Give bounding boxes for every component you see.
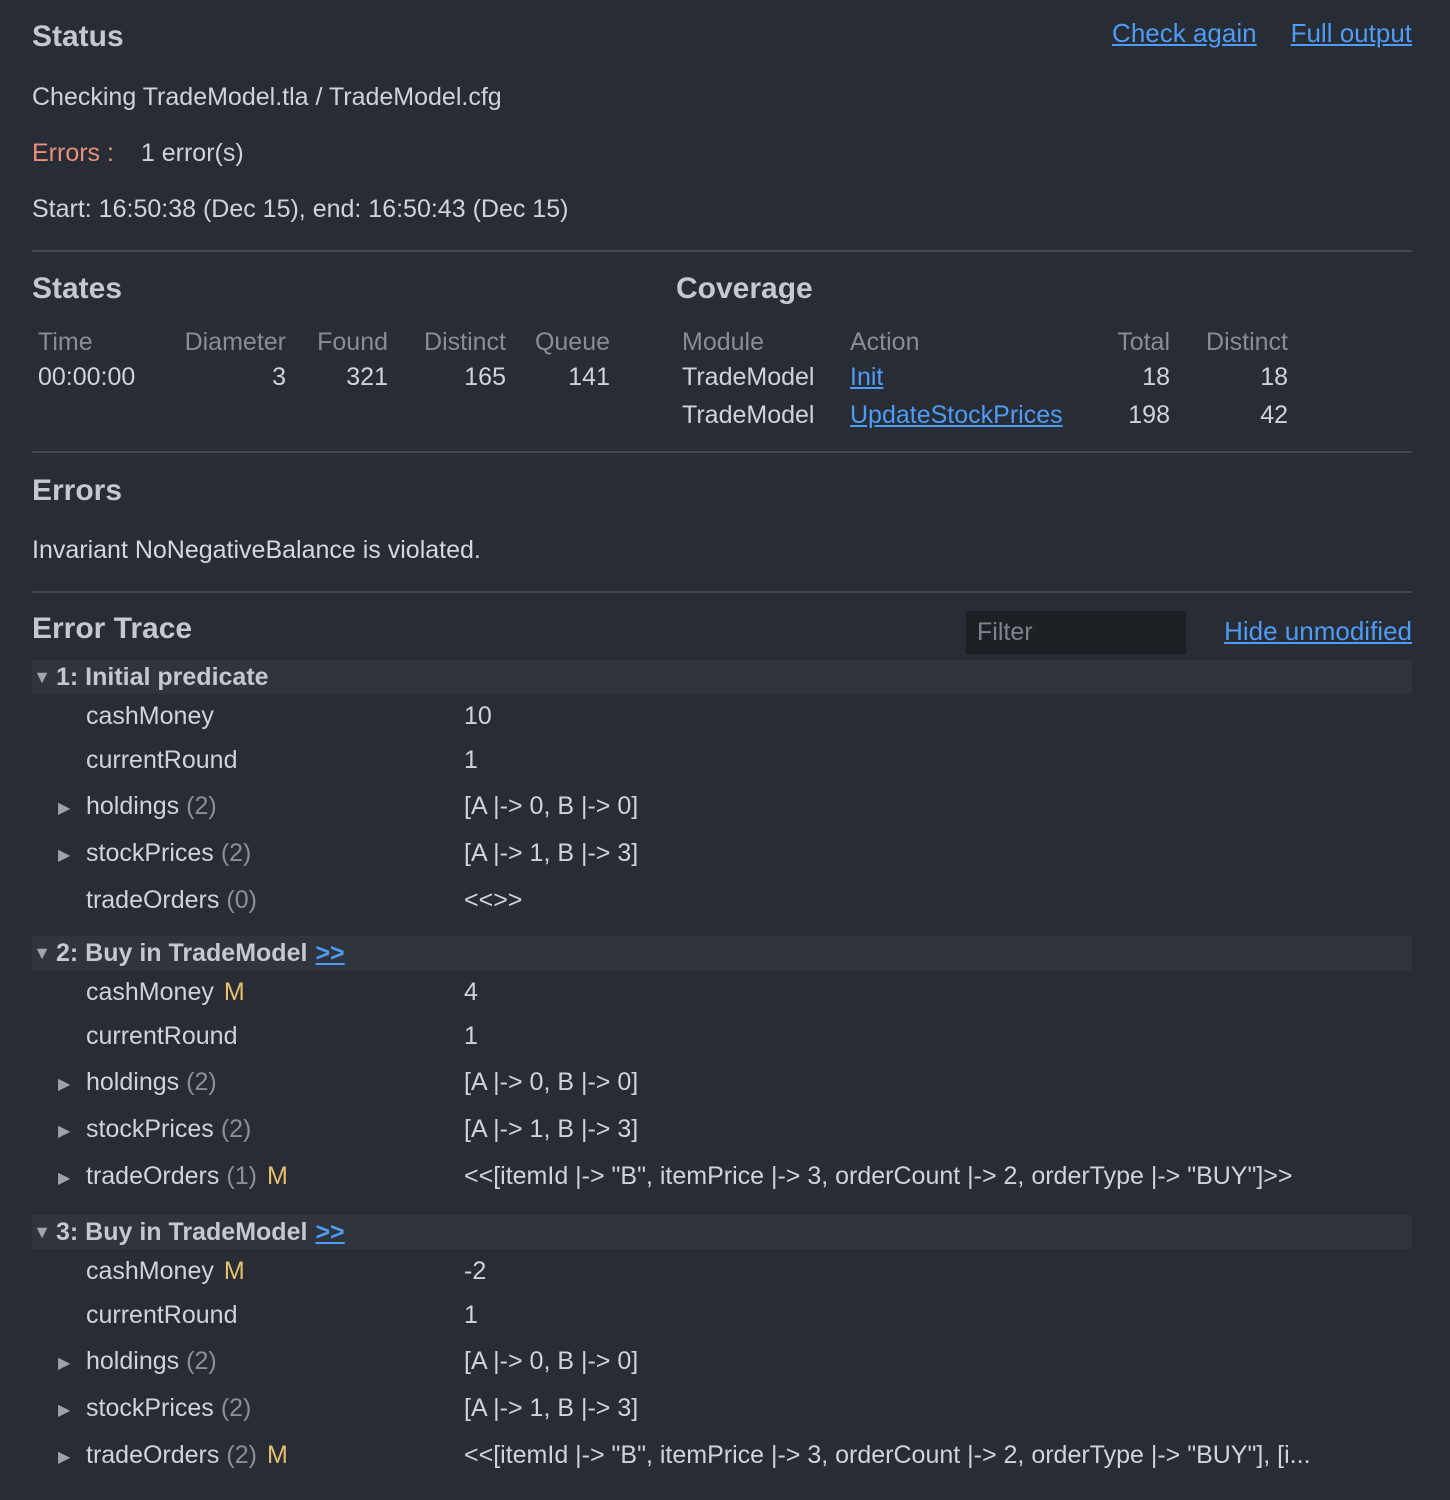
variable-name: holdings xyxy=(86,1347,180,1375)
trace-step-label: 1: Initial predicate xyxy=(56,662,269,691)
coverage-module: TradeModel xyxy=(682,400,815,429)
coverage-module: TradeModel xyxy=(682,362,815,391)
variable-value: [A |-> 1, B |-> 3] xyxy=(464,839,639,867)
variable-value: [A |-> 0, B |-> 0] xyxy=(464,1068,639,1096)
variable-name-group xyxy=(86,978,245,1007)
variable-name: tradeOrders xyxy=(86,1162,220,1190)
modified-badge: M xyxy=(266,1162,288,1190)
variable-name: tradeOrders xyxy=(86,1441,220,1469)
timing-text: Start: 16:50:38 (Dec 15), end: 16:50:43 (Dec 15) xyxy=(32,195,569,223)
states-cell: 165 xyxy=(464,362,506,391)
filter-input[interactable] xyxy=(966,611,1186,654)
states-title: States xyxy=(32,272,123,305)
variable-name-group xyxy=(86,1347,217,1376)
trace-variable-row xyxy=(32,790,1412,830)
variable-value: 1 xyxy=(464,1301,478,1329)
variable-name: holdings xyxy=(86,1068,180,1096)
expand-triangle-icon[interactable]: ▶ xyxy=(58,847,71,864)
coverage-title: Coverage xyxy=(676,272,813,305)
variable-name-group xyxy=(86,1257,245,1286)
variable-name: cashMoney xyxy=(86,702,214,730)
action-link-update-stock-prices[interactable]: UpdateStockPrices xyxy=(850,400,1063,429)
variable-name-group xyxy=(86,746,237,775)
trace-variable-row xyxy=(32,976,1412,1016)
status-title: Status xyxy=(32,20,124,53)
coverage-row xyxy=(676,358,1294,396)
modified-badge: M xyxy=(223,978,245,1006)
trace-variable-row xyxy=(32,884,1412,924)
variable-name: holdings xyxy=(86,792,180,820)
variable-name-group xyxy=(86,1394,251,1423)
variable-count: (2) xyxy=(186,1347,217,1375)
variable-name-group xyxy=(86,1441,288,1470)
variable-name: currentRound xyxy=(86,1022,238,1050)
coverage-total: 198 xyxy=(1128,400,1170,429)
variable-name: tradeOrders xyxy=(86,886,220,914)
trace-variable-row xyxy=(32,1392,1412,1432)
variable-count: (2) xyxy=(220,1394,252,1422)
trace-variable-row xyxy=(32,1345,1412,1385)
coverage-distinct: 42 xyxy=(1260,400,1288,429)
trace-variable-row xyxy=(32,1020,1412,1060)
trace-variable-row xyxy=(32,744,1412,784)
variable-value: [A |-> 1, B |-> 3] xyxy=(464,1115,639,1143)
trace-step-label: 2: Buy in TradeModel xyxy=(56,938,308,967)
modified-badge: M xyxy=(223,1257,245,1285)
variable-name: stockPrices xyxy=(86,839,214,867)
variable-value: 1 xyxy=(464,746,478,774)
coverage-total: 18 xyxy=(1142,362,1170,391)
collapse-triangle-icon[interactable]: ▼ xyxy=(33,942,51,963)
expand-triangle-icon[interactable]: ▶ xyxy=(58,1170,71,1187)
action-link-init[interactable]: Init xyxy=(850,362,884,391)
variable-count: (2) xyxy=(226,1441,257,1469)
variable-name-group xyxy=(86,792,217,821)
variable-name: cashMoney xyxy=(86,978,214,1006)
states-cell: 3 xyxy=(272,362,286,391)
variable-value: <<>> xyxy=(464,886,523,914)
variable-name-group xyxy=(86,839,251,868)
trace-step-header[interactable] xyxy=(32,660,1412,694)
variable-count: (2) xyxy=(220,839,252,867)
trace-variable-row xyxy=(32,1439,1412,1479)
trace-variable-row xyxy=(32,837,1412,877)
variable-name: currentRound xyxy=(86,746,238,774)
variable-name: stockPrices xyxy=(86,1394,214,1422)
coverage-header: Total xyxy=(1117,327,1170,356)
coverage-header: Distinct xyxy=(1206,327,1288,356)
variable-value: 1 xyxy=(464,1022,478,1050)
variable-name-group xyxy=(86,1301,237,1330)
variable-name: stockPrices xyxy=(86,1115,214,1143)
full-output-link[interactable]: Full output xyxy=(1290,18,1412,48)
errors-count: 1 error(s) xyxy=(140,139,244,167)
states-cell: 141 xyxy=(568,362,610,391)
variable-count: (2) xyxy=(220,1115,252,1143)
hide-unmodified-link[interactable]: Hide unmodified xyxy=(1224,616,1412,646)
coverage-row xyxy=(676,396,1294,434)
trace-step-header[interactable] xyxy=(32,1215,1412,1249)
trace-variable-row xyxy=(32,1299,1412,1339)
states-table xyxy=(32,326,616,396)
variable-value: -2 xyxy=(464,1257,487,1285)
states-header: Found xyxy=(317,327,388,356)
expand-triangle-icon[interactable]: ▶ xyxy=(58,800,71,817)
variable-count: (2) xyxy=(186,1068,217,1096)
expand-triangle-icon[interactable]: ▶ xyxy=(58,1449,71,1466)
variable-name-group xyxy=(86,1022,237,1051)
variable-value: [A |-> 0, B |-> 0] xyxy=(464,1347,639,1375)
check-again-link[interactable]: Check again xyxy=(1112,18,1257,48)
checking-text: Checking TradeModel.tla / TradeModel.cfg xyxy=(32,83,502,111)
error-message: Invariant NoNegativeBalance is violated. xyxy=(32,536,481,564)
modified-badge: M xyxy=(266,1441,288,1469)
states-header: Queue xyxy=(534,327,610,356)
variable-value: 4 xyxy=(464,978,478,1006)
expand-triangle-icon[interactable]: ▶ xyxy=(58,1123,71,1140)
variable-value: <<[itemId |-> "B", itemPrice |-> 3, orderCount |-> 2, orderType |-> "BUY"], [i... xyxy=(464,1441,1311,1469)
jump-to-action-link[interactable]: >> xyxy=(315,938,345,967)
jump-to-action-link[interactable]: >> xyxy=(315,1217,345,1246)
coverage-distinct: 18 xyxy=(1260,362,1288,391)
trace-variable-row xyxy=(32,1160,1412,1200)
trace-step-header[interactable] xyxy=(32,936,1412,970)
coverage-header: Action xyxy=(850,327,920,356)
variable-count: (1) xyxy=(226,1162,257,1190)
collapse-triangle-icon[interactable]: ▼ xyxy=(33,1221,51,1242)
states-header: Time xyxy=(38,327,93,356)
variable-name: currentRound xyxy=(86,1301,238,1329)
expand-triangle-icon[interactable]: ▶ xyxy=(58,1076,71,1093)
variable-count: (2) xyxy=(186,792,217,820)
variable-value: [A |-> 0, B |-> 0] xyxy=(464,792,639,820)
variable-count: (0) xyxy=(226,886,257,914)
status-links xyxy=(1112,18,1412,49)
divider xyxy=(32,250,1412,252)
variable-name-group xyxy=(86,1162,288,1191)
error-trace-title: Error Trace xyxy=(32,612,193,645)
expand-triangle-icon[interactable]: ▶ xyxy=(58,1402,71,1419)
divider xyxy=(32,591,1412,593)
trace-variable-row xyxy=(32,1255,1412,1295)
states-header: Diameter xyxy=(184,327,286,356)
trace-variable-row xyxy=(32,1066,1412,1106)
errors-label: Errors : xyxy=(32,139,114,167)
coverage-header: Module xyxy=(682,327,764,356)
trace-step-label: 3: Buy in TradeModel xyxy=(56,1217,308,1246)
variable-name-group xyxy=(86,886,257,915)
states-cell: 321 xyxy=(346,362,388,391)
variable-value: [A |-> 1, B |-> 3] xyxy=(464,1394,639,1422)
variable-name-group xyxy=(86,1068,217,1097)
collapse-triangle-icon[interactable]: ▼ xyxy=(33,666,51,687)
variable-name: cashMoney xyxy=(86,1257,214,1285)
variable-name-group xyxy=(86,1115,251,1144)
expand-triangle-icon[interactable]: ▶ xyxy=(58,1355,71,1372)
states-header: Distinct xyxy=(424,327,506,356)
divider xyxy=(32,451,1412,453)
variable-value: 10 xyxy=(464,702,492,730)
errors-title: Errors xyxy=(32,474,123,507)
errors-summary xyxy=(32,139,244,168)
coverage-table xyxy=(676,326,1294,434)
states-cell: 00:00:00 xyxy=(38,362,136,391)
trace-variable-row xyxy=(32,1113,1412,1153)
variable-value: <<[itemId |-> "B", itemPrice |-> 3, orderCount |-> 2, orderType |-> "BUY"]>> xyxy=(464,1162,1293,1190)
variable-name-group xyxy=(86,702,214,731)
trace-variable-row xyxy=(32,700,1412,740)
